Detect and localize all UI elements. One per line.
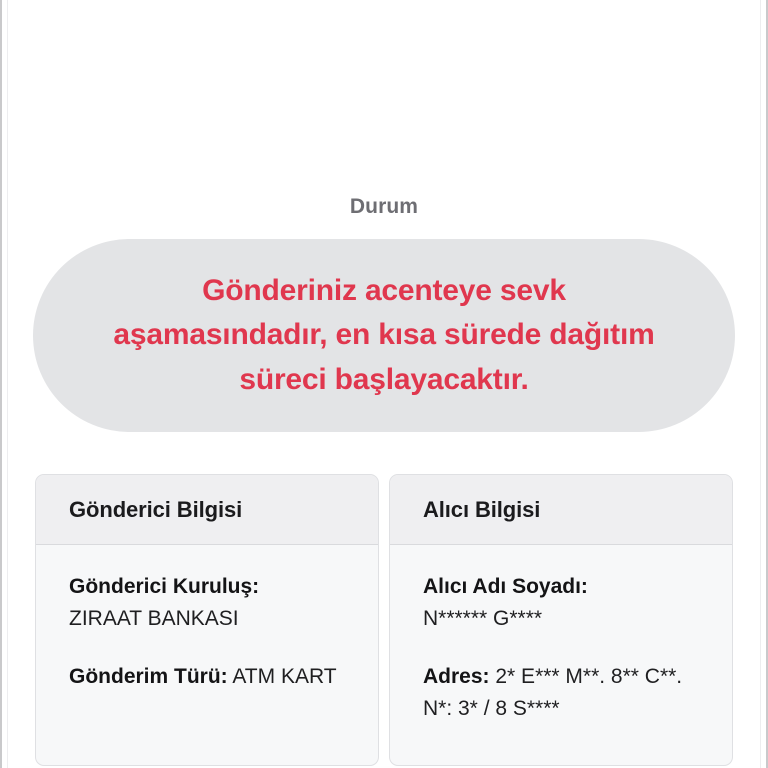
info-cards-row — [35, 474, 733, 766]
recipient-name-value: N****** G**** — [423, 607, 543, 631]
recipient-card-title: Alıcı Bilgisi — [423, 497, 541, 522]
recipient-info-card — [389, 474, 733, 766]
status-badge — [33, 239, 735, 432]
recipient-address-field — [423, 661, 716, 725]
recipient-name-field — [423, 571, 716, 635]
sender-organization-value: ZIRAAT BANKASI — [69, 607, 239, 631]
recipient-address-value: 2* E*** M**. 8** C**. N*: 3* / 8 S**** — [423, 665, 683, 721]
recipient-card-header — [390, 475, 732, 545]
shipment-type-label: Gönderim Türü: — [69, 665, 228, 689]
status-message: Gönderiniz acenteye sevk aşamasındadır, en kısa sürede dağıtım süreci başlayacaktır. — [113, 273, 655, 396]
recipient-address-label: Adres: — [423, 665, 490, 689]
status-section-label: Durum — [349, 195, 419, 218]
status-section — [2, 196, 766, 432]
page-content — [2, 0, 766, 768]
sender-card-header — [36, 475, 378, 545]
sender-info-card — [35, 474, 379, 766]
sender-organization-label: Gönderici Kuruluş: — [69, 575, 260, 599]
recipient-card-body — [390, 545, 732, 765]
sender-card-title: Gönderici Bilgisi — [69, 497, 243, 522]
shipment-type-field — [69, 661, 362, 693]
sender-card-body — [36, 545, 378, 765]
recipient-name-label: Alıcı Adı Soyadı: — [423, 575, 588, 599]
sender-organization-field — [69, 571, 362, 635]
shipment-type-value: ATM KART — [232, 665, 337, 689]
